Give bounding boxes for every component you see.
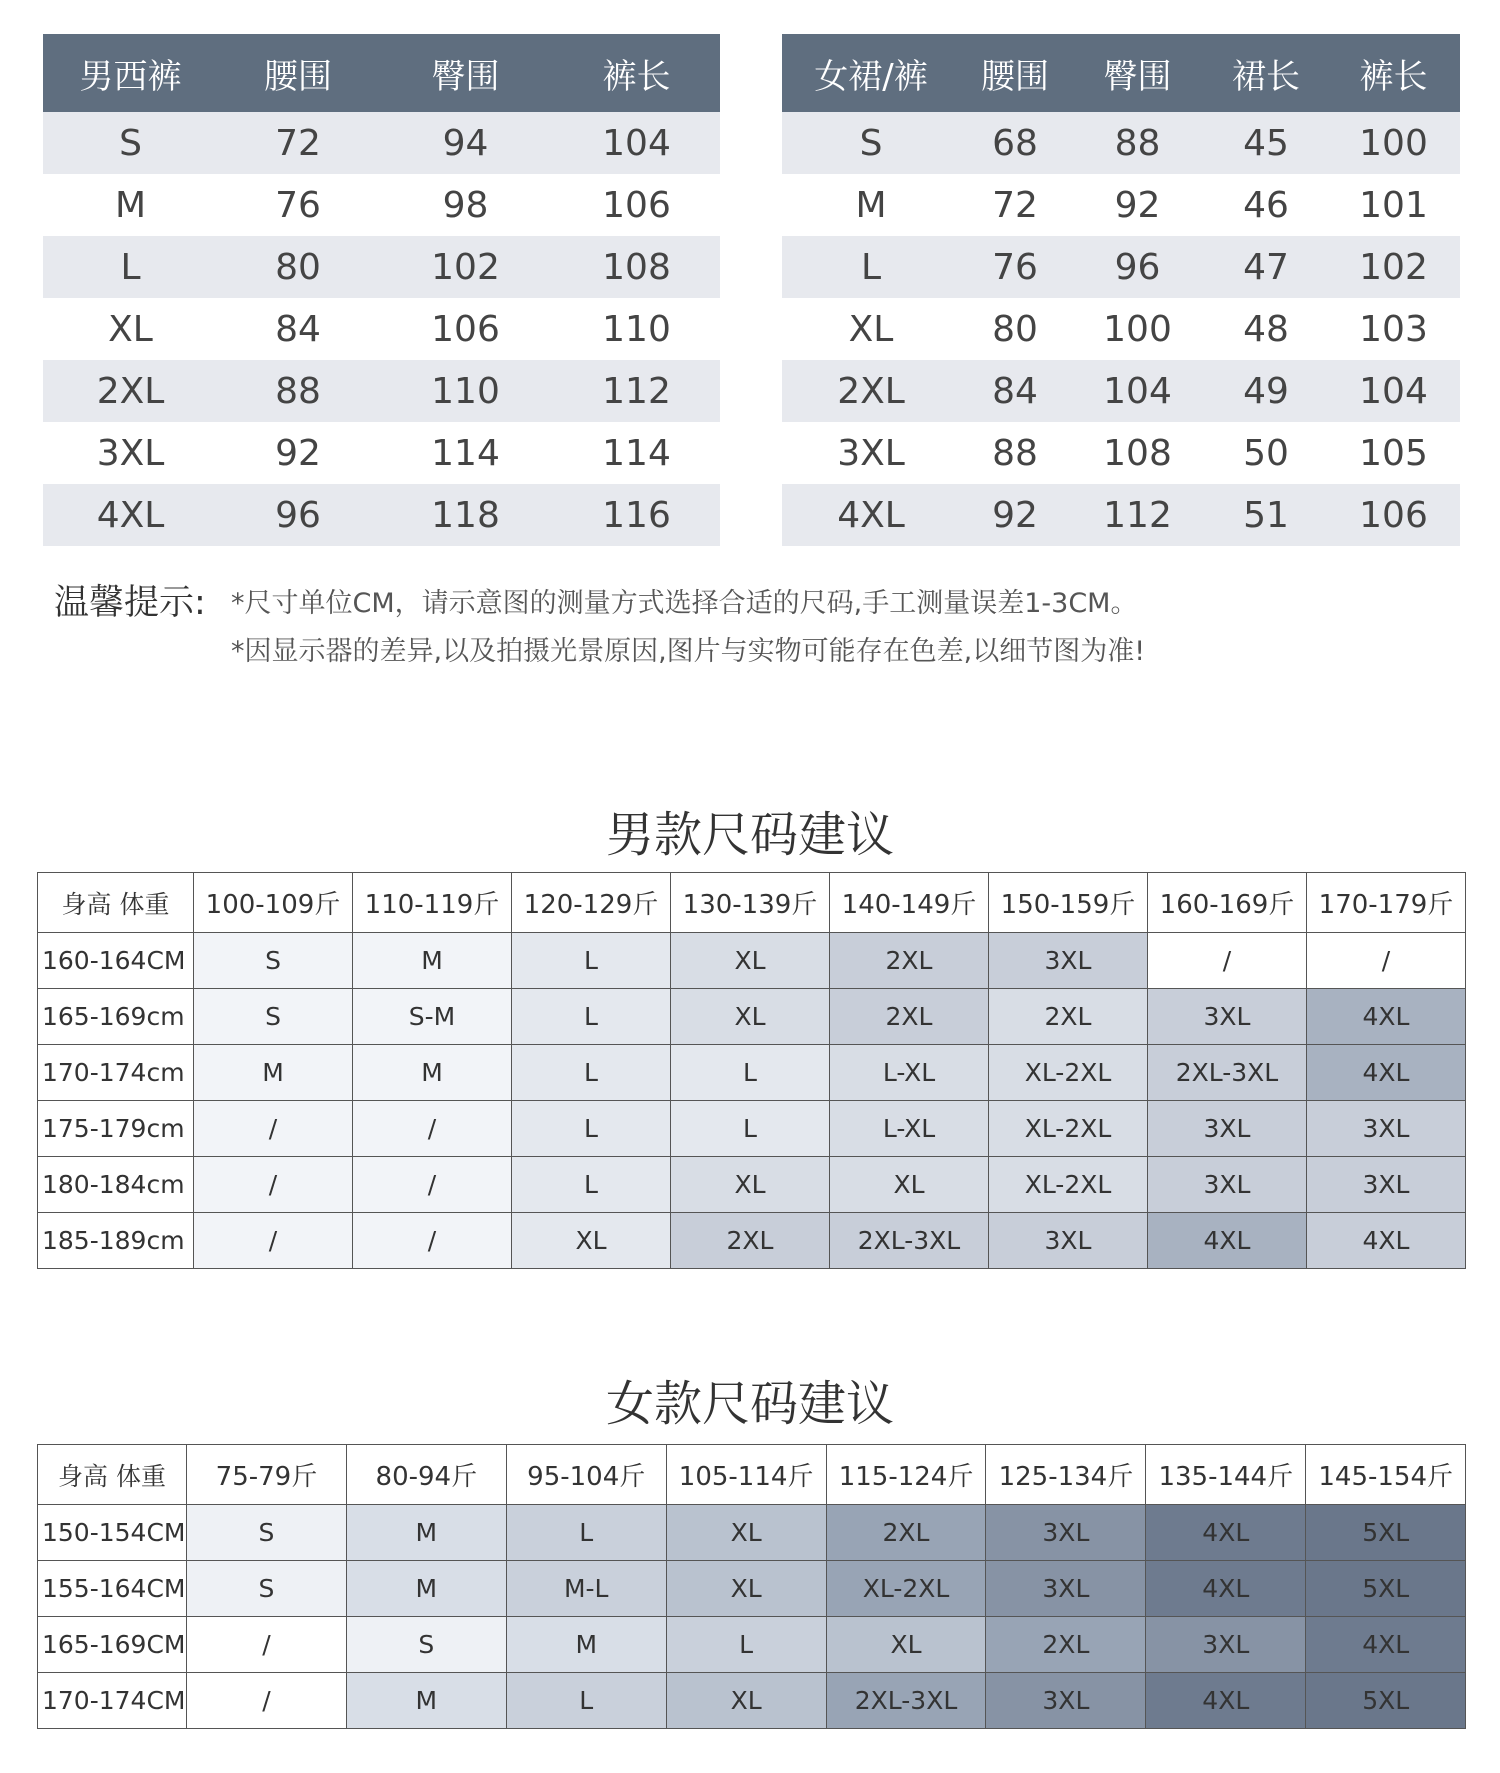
size-label-cell: XL bbox=[782, 298, 960, 360]
recommended-size-cell: 5XL bbox=[1306, 1673, 1466, 1729]
size-row bbox=[782, 174, 1460, 236]
recommended-size-cell: 3XL bbox=[986, 1505, 1146, 1561]
recommended-size-cell: L-XL bbox=[830, 1101, 989, 1157]
women-size-header-row bbox=[782, 34, 1460, 112]
size-row bbox=[43, 112, 720, 174]
recommended-size-cell: 4XL bbox=[1146, 1561, 1306, 1617]
women-recommend-header-row bbox=[38, 1445, 1466, 1505]
height-label-cell: 170-174cm bbox=[38, 1045, 194, 1101]
recommended-size-cell: 2XL-3XL bbox=[826, 1673, 986, 1729]
size-label-cell: 4XL bbox=[43, 484, 218, 546]
measurement-cell: 102 bbox=[1327, 236, 1460, 298]
recommended-size-cell: 2XL bbox=[830, 933, 989, 989]
measurement-cell: 110 bbox=[553, 298, 720, 360]
height-label-cell: 185-189cm bbox=[38, 1213, 194, 1269]
recommended-size-cell: M bbox=[194, 1045, 353, 1101]
measurement-cell: 103 bbox=[1327, 298, 1460, 360]
recommended-size-cell: 4XL bbox=[1307, 989, 1466, 1045]
measurement-cell: 94 bbox=[378, 112, 553, 174]
measurement-cell: 112 bbox=[1070, 484, 1205, 546]
recommended-size-cell: L bbox=[671, 1101, 830, 1157]
height-row bbox=[38, 1561, 1466, 1617]
measurement-cell: 88 bbox=[218, 360, 378, 422]
weight-column-header: 100-109斤 bbox=[194, 873, 353, 933]
measurement-cell: 114 bbox=[378, 422, 553, 484]
recommended-size-cell: L bbox=[506, 1505, 666, 1561]
recommended-size-cell: / bbox=[187, 1617, 347, 1673]
measurement-cell: 47 bbox=[1205, 236, 1327, 298]
recommended-size-cell: XL bbox=[666, 1673, 826, 1729]
women-skirt-pants-size-table bbox=[782, 34, 1460, 546]
men-recommend-body bbox=[38, 933, 1466, 1269]
men-size-header-row bbox=[43, 34, 720, 112]
measurement-cell: 68 bbox=[960, 112, 1070, 174]
recommended-size-cell: M bbox=[353, 1045, 512, 1101]
weight-column-header: 140-149斤 bbox=[830, 873, 989, 933]
measurement-cell: 100 bbox=[1327, 112, 1460, 174]
measurement-cell: 92 bbox=[218, 422, 378, 484]
women-recommend-title: 女款尺码建议 bbox=[605, 1376, 894, 1432]
recommended-size-cell: M bbox=[346, 1505, 506, 1561]
measurement-cell: 92 bbox=[960, 484, 1070, 546]
size-row bbox=[782, 484, 1460, 546]
recommended-size-cell: 2XL bbox=[986, 1617, 1146, 1673]
column-header: 女裙/裤 bbox=[782, 34, 960, 112]
measurement-cell: 50 bbox=[1205, 422, 1327, 484]
measurement-cell: 106 bbox=[1327, 484, 1460, 546]
recommended-size-cell: M bbox=[346, 1673, 506, 1729]
recommended-size-cell: 3XL bbox=[986, 1673, 1146, 1729]
weight-column-header: 150-159斤 bbox=[989, 873, 1148, 933]
recommended-size-cell: XL-2XL bbox=[989, 1101, 1148, 1157]
weight-column-header: 135-144斤 bbox=[1146, 1445, 1306, 1505]
recommended-size-cell: 4XL bbox=[1307, 1213, 1466, 1269]
measurement-cell: 118 bbox=[378, 484, 553, 546]
measurement-cell: 105 bbox=[1327, 422, 1460, 484]
size-row bbox=[43, 360, 720, 422]
recommended-size-cell: S bbox=[346, 1617, 506, 1673]
size-label-cell: M bbox=[782, 174, 960, 236]
tip-line-2: *因显示器的差异,以及拍摄光景原因,图片与实物可能存在色差,以细节图为准! bbox=[231, 636, 1146, 667]
recommended-size-cell: 4XL bbox=[1148, 1213, 1307, 1269]
recommended-size-cell: / bbox=[353, 1213, 512, 1269]
size-label-cell: L bbox=[782, 236, 960, 298]
men-recommend-header-row bbox=[38, 873, 1466, 933]
height-row bbox=[38, 933, 1466, 989]
corner-header: 身高 体重 bbox=[38, 1445, 187, 1505]
recommended-size-cell: 2XL bbox=[826, 1505, 986, 1561]
measurement-cell: 106 bbox=[378, 298, 553, 360]
measurement-cell: 45 bbox=[1205, 112, 1327, 174]
recommended-size-cell: M-L bbox=[506, 1561, 666, 1617]
recommended-size-cell: 3XL bbox=[1148, 1157, 1307, 1213]
recommended-size-cell: XL-2XL bbox=[989, 1157, 1148, 1213]
measurement-cell: 51 bbox=[1205, 484, 1327, 546]
measurement-cell: 49 bbox=[1205, 360, 1327, 422]
tip-line-1: *尺寸单位CM，请示意图的测量方式选择合适的尺码,手工测量误差1-3CM。 bbox=[231, 588, 1138, 619]
weight-column-header: 170-179斤 bbox=[1307, 873, 1466, 933]
measurement-cell: 98 bbox=[378, 174, 553, 236]
size-row bbox=[782, 298, 1460, 360]
height-label-cell: 150-154CM bbox=[38, 1505, 187, 1561]
weight-column-header: 95-104斤 bbox=[506, 1445, 666, 1505]
column-header: 裤长 bbox=[553, 34, 720, 112]
men-pants-size-table bbox=[43, 34, 720, 546]
recommended-size-cell: / bbox=[194, 1101, 353, 1157]
measurement-cell: 108 bbox=[553, 236, 720, 298]
recommended-size-cell: S bbox=[194, 933, 353, 989]
weight-column-header: 75-79斤 bbox=[187, 1445, 347, 1505]
recommended-size-cell: S-M bbox=[353, 989, 512, 1045]
recommended-size-cell: 3XL bbox=[1148, 989, 1307, 1045]
height-label-cell: 165-169cm bbox=[38, 989, 194, 1045]
size-label-cell: 4XL bbox=[782, 484, 960, 546]
recommended-size-cell: M bbox=[353, 933, 512, 989]
recommended-size-cell: S bbox=[187, 1561, 347, 1617]
recommended-size-cell: XL bbox=[830, 1157, 989, 1213]
column-header: 男西裤 bbox=[43, 34, 218, 112]
recommended-size-cell: XL bbox=[671, 989, 830, 1045]
men-size-recommend-grid bbox=[37, 872, 1466, 1269]
measurement-cell: 96 bbox=[218, 484, 378, 546]
height-row bbox=[38, 1157, 1466, 1213]
women-size-recommend-grid bbox=[37, 1444, 1466, 1729]
measurement-cell: 46 bbox=[1205, 174, 1327, 236]
measurement-cell: 104 bbox=[553, 112, 720, 174]
weight-column-header: 110-119斤 bbox=[353, 873, 512, 933]
recommended-size-cell: L bbox=[512, 1101, 671, 1157]
women-size-body bbox=[782, 112, 1460, 546]
size-label-cell: M bbox=[43, 174, 218, 236]
height-label-cell: 165-169CM bbox=[38, 1617, 187, 1673]
size-label-cell: L bbox=[43, 236, 218, 298]
column-header: 臀围 bbox=[378, 34, 553, 112]
column-header: 裤长 bbox=[1327, 34, 1460, 112]
weight-column-header: 145-154斤 bbox=[1306, 1445, 1466, 1505]
recommended-size-cell: 4XL bbox=[1306, 1617, 1466, 1673]
measurement-cell: 92 bbox=[1070, 174, 1205, 236]
recommended-size-cell: S bbox=[187, 1505, 347, 1561]
height-row bbox=[38, 989, 1466, 1045]
height-row bbox=[38, 1213, 1466, 1269]
measurement-cell: 108 bbox=[1070, 422, 1205, 484]
tips-label: 温馨提示: bbox=[54, 583, 206, 623]
recommended-size-cell: XL bbox=[666, 1561, 826, 1617]
height-label-cell: 155-164CM bbox=[38, 1561, 187, 1617]
recommended-size-cell: 2XL-3XL bbox=[830, 1213, 989, 1269]
recommended-size-cell: L-XL bbox=[830, 1045, 989, 1101]
size-label-cell: XL bbox=[43, 298, 218, 360]
recommended-size-cell: XL-2XL bbox=[989, 1045, 1148, 1101]
column-header: 臀围 bbox=[1070, 34, 1205, 112]
measurement-cell: 96 bbox=[1070, 236, 1205, 298]
size-label-cell: 2XL bbox=[782, 360, 960, 422]
size-row bbox=[43, 484, 720, 546]
recommended-size-cell: XL bbox=[671, 1157, 830, 1213]
column-header: 裙长 bbox=[1205, 34, 1327, 112]
height-label-cell: 160-164CM bbox=[38, 933, 194, 989]
recommended-size-cell: / bbox=[194, 1213, 353, 1269]
recommended-size-cell: 4XL bbox=[1146, 1673, 1306, 1729]
recommended-size-cell: M bbox=[506, 1617, 666, 1673]
weight-column-header: 125-134斤 bbox=[986, 1445, 1146, 1505]
recommended-size-cell: 3XL bbox=[1307, 1157, 1466, 1213]
recommended-size-cell: 3XL bbox=[1148, 1101, 1307, 1157]
recommended-size-cell: L bbox=[512, 989, 671, 1045]
recommended-size-cell: 5XL bbox=[1306, 1561, 1466, 1617]
size-row bbox=[782, 236, 1460, 298]
recommended-size-cell: 3XL bbox=[1146, 1617, 1306, 1673]
recommended-size-cell: XL bbox=[671, 933, 830, 989]
measurement-cell: 80 bbox=[960, 298, 1070, 360]
height-label-cell: 175-179cm bbox=[38, 1101, 194, 1157]
height-row bbox=[38, 1505, 1466, 1561]
recommended-size-cell: 4XL bbox=[1146, 1505, 1306, 1561]
measurement-cell: 101 bbox=[1327, 174, 1460, 236]
size-row bbox=[43, 174, 720, 236]
size-label-cell: 3XL bbox=[782, 422, 960, 484]
measurement-cell: 110 bbox=[378, 360, 553, 422]
column-header: 腰围 bbox=[218, 34, 378, 112]
recommended-size-cell: 2XL bbox=[671, 1213, 830, 1269]
recommended-size-cell: L bbox=[671, 1045, 830, 1101]
height-label-cell: 180-184cm bbox=[38, 1157, 194, 1213]
recommended-size-cell: 3XL bbox=[986, 1561, 1146, 1617]
men-recommend-title: 男款尺码建议 bbox=[605, 807, 894, 863]
measurement-cell: 88 bbox=[1070, 112, 1205, 174]
measurement-cell: 100 bbox=[1070, 298, 1205, 360]
recommended-size-cell: L bbox=[512, 1045, 671, 1101]
recommended-size-cell: XL bbox=[512, 1213, 671, 1269]
height-label-cell: 170-174CM bbox=[38, 1673, 187, 1729]
recommended-size-cell: L bbox=[512, 1157, 671, 1213]
recommended-size-cell: / bbox=[1307, 933, 1466, 989]
measurement-cell: 72 bbox=[218, 112, 378, 174]
recommended-size-cell: XL bbox=[666, 1505, 826, 1561]
women-recommend-body bbox=[38, 1505, 1466, 1729]
measurement-cell: 102 bbox=[378, 236, 553, 298]
recommended-size-cell: 3XL bbox=[1307, 1101, 1466, 1157]
measurement-cell: 76 bbox=[960, 236, 1070, 298]
weight-column-header: 80-94斤 bbox=[346, 1445, 506, 1505]
recommended-size-cell: L bbox=[506, 1673, 666, 1729]
column-header: 腰围 bbox=[960, 34, 1070, 112]
recommended-size-cell: 5XL bbox=[1306, 1505, 1466, 1561]
men-size-body bbox=[43, 112, 720, 546]
size-row bbox=[782, 422, 1460, 484]
measurement-cell: 80 bbox=[218, 236, 378, 298]
recommended-size-cell: 2XL bbox=[830, 989, 989, 1045]
measurement-cell: 48 bbox=[1205, 298, 1327, 360]
height-row bbox=[38, 1101, 1466, 1157]
measurement-cell: 88 bbox=[960, 422, 1070, 484]
recommended-size-cell: L bbox=[666, 1617, 826, 1673]
height-row bbox=[38, 1045, 1466, 1101]
recommended-size-cell: / bbox=[353, 1101, 512, 1157]
recommended-size-cell: XL bbox=[826, 1617, 986, 1673]
corner-header: 身高 体重 bbox=[38, 873, 194, 933]
recommended-size-cell: / bbox=[353, 1157, 512, 1213]
height-row bbox=[38, 1673, 1466, 1729]
recommended-size-cell: 4XL bbox=[1307, 1045, 1466, 1101]
recommended-size-cell: 3XL bbox=[989, 1213, 1148, 1269]
size-row bbox=[782, 112, 1460, 174]
recommended-size-cell: / bbox=[194, 1157, 353, 1213]
size-row bbox=[43, 422, 720, 484]
size-row bbox=[43, 298, 720, 360]
recommended-size-cell: 2XL bbox=[989, 989, 1148, 1045]
size-label-cell: S bbox=[782, 112, 960, 174]
recommended-size-cell: / bbox=[1148, 933, 1307, 989]
weight-column-header: 130-139斤 bbox=[671, 873, 830, 933]
weight-column-header: 160-169斤 bbox=[1148, 873, 1307, 933]
measurement-cell: 114 bbox=[553, 422, 720, 484]
weight-column-header: 105-114斤 bbox=[666, 1445, 826, 1505]
size-row bbox=[43, 236, 720, 298]
size-label-cell: S bbox=[43, 112, 218, 174]
measurement-cell: 104 bbox=[1327, 360, 1460, 422]
recommended-size-cell: L bbox=[512, 933, 671, 989]
measurement-cell: 106 bbox=[553, 174, 720, 236]
height-row bbox=[38, 1617, 1466, 1673]
size-row bbox=[782, 360, 1460, 422]
measurement-cell: 104 bbox=[1070, 360, 1205, 422]
recommended-size-cell: / bbox=[187, 1673, 347, 1729]
measurement-cell: 116 bbox=[553, 484, 720, 546]
recommended-size-cell: 2XL-3XL bbox=[1148, 1045, 1307, 1101]
weight-column-header: 120-129斤 bbox=[512, 873, 671, 933]
recommended-size-cell: XL-2XL bbox=[826, 1561, 986, 1617]
weight-column-header: 115-124斤 bbox=[826, 1445, 986, 1505]
recommended-size-cell: M bbox=[346, 1561, 506, 1617]
recommended-size-cell: S bbox=[194, 989, 353, 1045]
recommended-size-cell: 3XL bbox=[989, 933, 1148, 989]
size-label-cell: 3XL bbox=[43, 422, 218, 484]
measurement-cell: 72 bbox=[960, 174, 1070, 236]
measurement-cell: 112 bbox=[553, 360, 720, 422]
measurement-cell: 76 bbox=[218, 174, 378, 236]
measurement-cell: 84 bbox=[960, 360, 1070, 422]
measurement-cell: 84 bbox=[218, 298, 378, 360]
size-label-cell: 2XL bbox=[43, 360, 218, 422]
